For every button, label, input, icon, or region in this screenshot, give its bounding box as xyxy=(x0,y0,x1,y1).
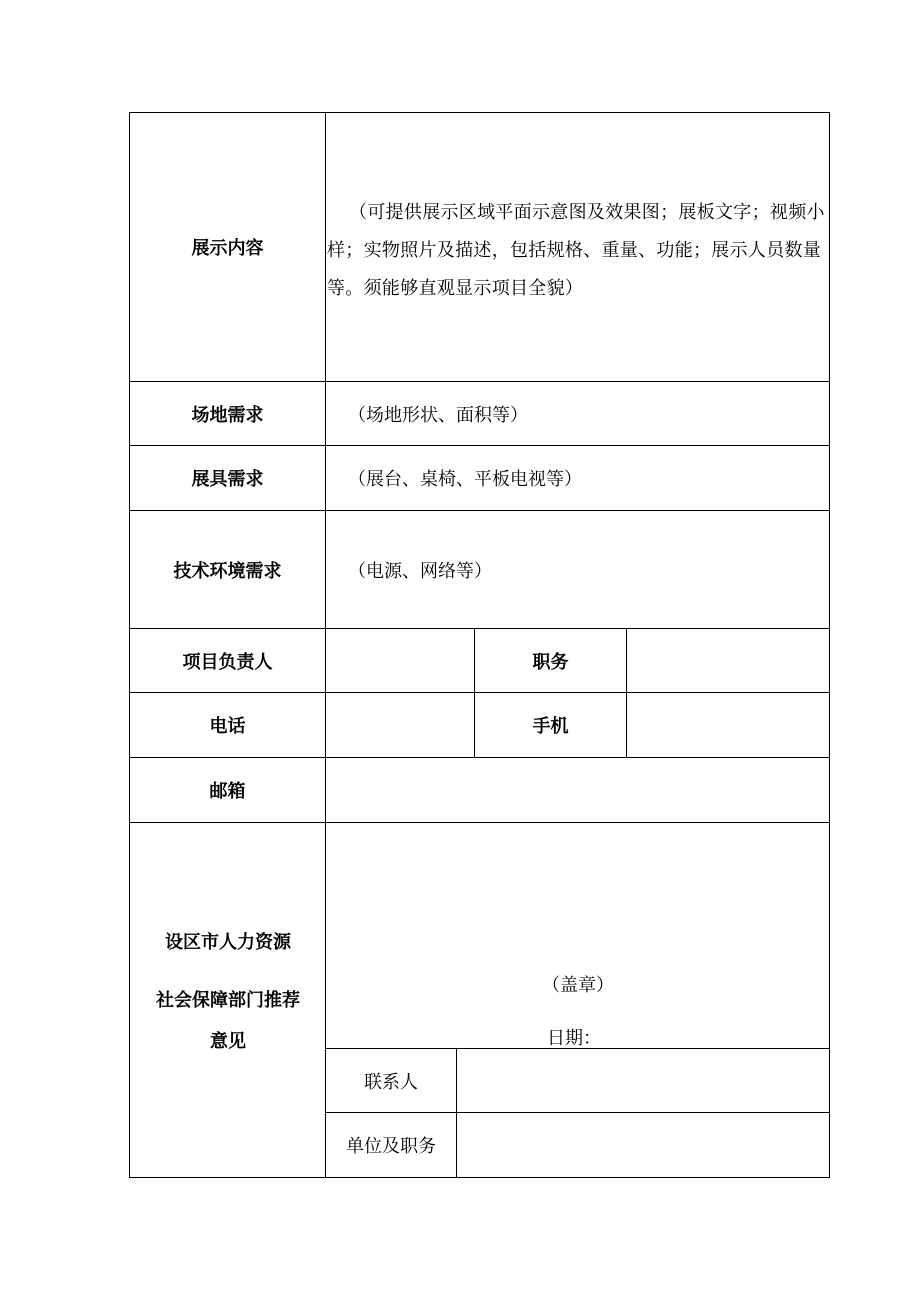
date-label: 日期： xyxy=(547,1028,601,1049)
recommendation-label-line3: 意见 xyxy=(210,1031,246,1052)
table-border-bottom xyxy=(129,1177,830,1178)
position-label: 职务 xyxy=(532,651,569,673)
email-field[interactable] xyxy=(326,758,829,822)
display-content-hint[interactable]: （可提供展示区域平面示意图及效果图；展板文字；视频小样；实物照片及描述，包括规格、重量、功能；展示人员数量等。须能够直观显示项目全貌） xyxy=(327,202,825,299)
equipment-field[interactable]: （展台、桌椅、平板电视等） xyxy=(348,469,582,490)
project-leader-label: 项目负责人 xyxy=(182,651,273,673)
equipment-label: 展具需求 xyxy=(191,469,264,490)
contact-label: 联系人 xyxy=(364,1071,418,1093)
mobile-label: 手机 xyxy=(532,716,569,737)
contact-field[interactable] xyxy=(457,1049,829,1112)
tech-environment-field[interactable]: （电源、网络等） xyxy=(348,560,492,582)
project-leader-field[interactable] xyxy=(326,629,474,692)
unit-position-label: 单位及职务 xyxy=(346,1136,436,1157)
tech-environment-label: 技术环境需求 xyxy=(173,560,282,582)
table-border-right xyxy=(829,112,830,1178)
seal-text: （盖章） xyxy=(542,975,614,996)
recommendation-label-line1: 设区市人力资源 xyxy=(165,932,291,953)
display-content-label: 展示内容 xyxy=(191,238,264,259)
email-label: 邮箱 xyxy=(209,781,246,802)
mobile-field[interactable] xyxy=(627,693,829,757)
unit-position-field[interactable] xyxy=(457,1113,829,1177)
venue-field[interactable]: （场地形状、面积等） xyxy=(348,404,528,426)
recommendation-label-line2: 社会保障部门推荐 xyxy=(156,990,300,1011)
recommendation-field[interactable] xyxy=(326,823,829,1048)
position-field[interactable] xyxy=(627,629,829,692)
venue-label: 场地需求 xyxy=(191,404,264,426)
phone-label: 电话 xyxy=(209,716,246,737)
phone-field[interactable] xyxy=(326,693,474,757)
